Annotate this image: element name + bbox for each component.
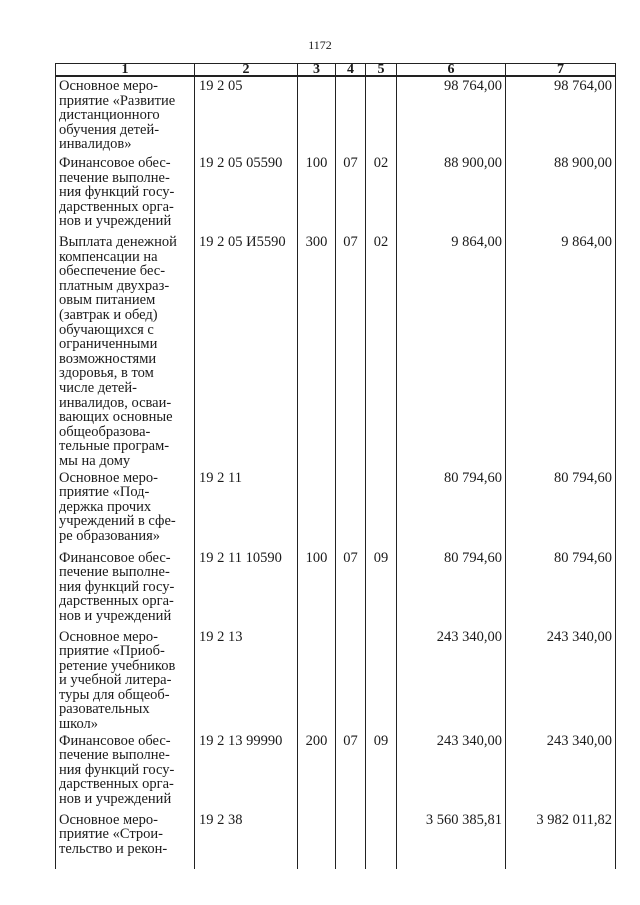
row-amount-1: 9 864,00 <box>397 233 506 469</box>
row-col3: 100 <box>298 549 336 628</box>
column-header-6: 6 <box>397 64 506 77</box>
row-col3 <box>298 469 336 549</box>
row-name: Основное меро- приятие «Строи- тельство и рекон- <box>56 811 195 869</box>
column-header-3: 3 <box>298 64 336 77</box>
row-amount-1: 243 340,00 <box>397 732 506 811</box>
row-col5 <box>366 469 397 549</box>
row-code: 19 2 05 И5590 <box>195 233 298 469</box>
row-amount-2: 9 864,00 <box>506 233 616 469</box>
row-col3: 200 <box>298 732 336 811</box>
row-amount-2: 3 982 011,82 <box>506 811 616 869</box>
row-col4: 07 <box>336 233 366 469</box>
budget-table <box>55 63 616 869</box>
column-header-4: 4 <box>336 64 366 77</box>
table-row <box>56 233 616 469</box>
row-amount-1: 80 794,60 <box>397 469 506 549</box>
row-code: 19 2 13 99990 <box>195 732 298 811</box>
row-col3 <box>298 811 336 869</box>
row-amount-1: 80 794,60 <box>397 549 506 628</box>
row-col3 <box>298 628 336 732</box>
table-row <box>56 811 616 869</box>
table-header-row <box>56 64 616 77</box>
row-col4 <box>336 811 366 869</box>
table-row <box>56 154 616 233</box>
row-col5: 09 <box>366 549 397 628</box>
row-col4 <box>336 76 366 154</box>
row-code: 19 2 05 05590 <box>195 154 298 233</box>
table-row <box>56 469 616 549</box>
column-header-5: 5 <box>366 64 397 77</box>
row-name: Основное меро- приятие «Приоб- ретение учебников и учебной литера- туры для общеоб- разовательных школ» <box>56 628 195 732</box>
column-header-2: 2 <box>195 64 298 77</box>
row-code: 19 2 05 <box>195 76 298 154</box>
row-code: 19 2 11 <box>195 469 298 549</box>
row-col4: 07 <box>336 549 366 628</box>
row-col4 <box>336 628 366 732</box>
row-col4: 07 <box>336 732 366 811</box>
page-number: 1172 <box>308 38 332 52</box>
row-col4: 07 <box>336 154 366 233</box>
row-col5 <box>366 811 397 869</box>
row-col5: 09 <box>366 732 397 811</box>
row-code: 19 2 38 <box>195 811 298 869</box>
row-name: Основное меро- приятие «Развитие дистанционного обучения детей- инвалидов» <box>56 76 195 154</box>
row-col5: 02 <box>366 233 397 469</box>
row-name: Финансовое обес- печение выполне- ния функций госу- дарственных орга- нов и учреждений <box>56 549 195 628</box>
row-amount-1: 243 340,00 <box>397 628 506 732</box>
row-col3 <box>298 76 336 154</box>
row-amount-2: 80 794,60 <box>506 469 616 549</box>
table-row <box>56 76 616 154</box>
row-name: Выплата денежной компенсации на обеспечение бес- платным двухраз- овым питанием (завтрак и обед) обучающихся с ограниченными возможностями здоровья, в том числе детей- инвалидов, осваи- вающих основные общеобразова- тельные програм- мы на дому <box>56 233 195 469</box>
row-col5 <box>366 76 397 154</box>
row-amount-1: 98 764,00 <box>397 76 506 154</box>
row-code: 19 2 11 10590 <box>195 549 298 628</box>
column-header-7: 7 <box>506 64 616 77</box>
row-amount-1: 88 900,00 <box>397 154 506 233</box>
row-name: Финансовое обес- печение выполне- ния функций госу- дарственных орга- нов и учреждений <box>56 732 195 811</box>
row-col5 <box>366 628 397 732</box>
table-row <box>56 549 616 628</box>
row-col3: 100 <box>298 154 336 233</box>
row-name: Основное меро- приятие «Под- держка прочих учреждений в сфе- ре образования» <box>56 469 195 549</box>
row-amount-2: 243 340,00 <box>506 628 616 732</box>
row-amount-2: 243 340,00 <box>506 732 616 811</box>
row-amount-2: 98 764,00 <box>506 76 616 154</box>
row-name: Финансовое обес- печение выполне- ния функций госу- дарственных орга- нов и учреждений <box>56 154 195 233</box>
row-amount-1: 3 560 385,81 <box>397 811 506 869</box>
row-col4 <box>336 469 366 549</box>
table-row <box>56 628 616 732</box>
row-col5: 02 <box>366 154 397 233</box>
column-header-1: 1 <box>56 64 195 77</box>
row-amount-2: 80 794,60 <box>506 549 616 628</box>
table-row <box>56 732 616 811</box>
row-code: 19 2 13 <box>195 628 298 732</box>
row-col3: 300 <box>298 233 336 469</box>
row-amount-2: 88 900,00 <box>506 154 616 233</box>
